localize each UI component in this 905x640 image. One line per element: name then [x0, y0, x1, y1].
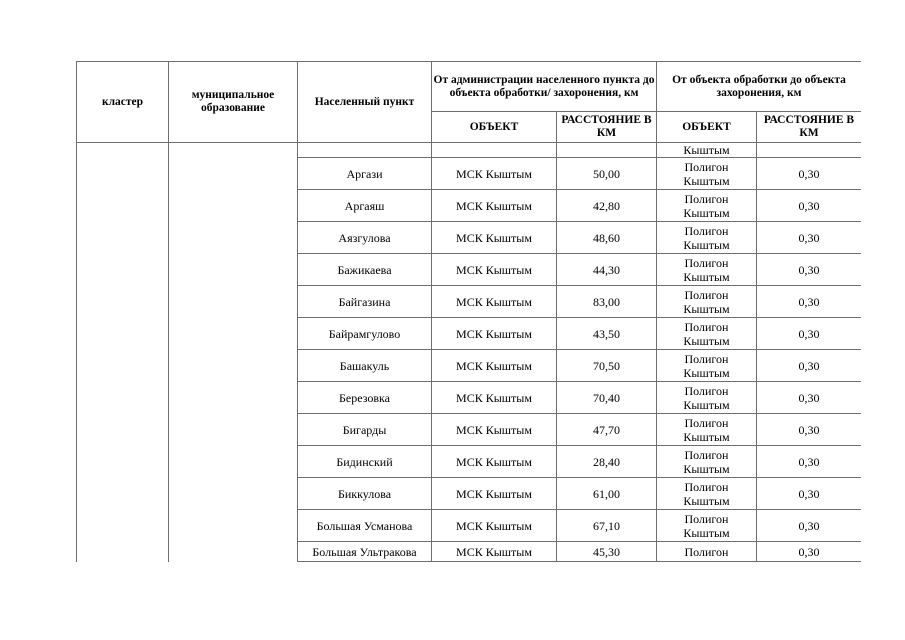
- object2-line-1: Полигон: [684, 447, 729, 462]
- object2-cell: [657, 382, 757, 414]
- header-municipality: муниципальное образование: [169, 62, 298, 143]
- distance-cell: 70,40: [557, 382, 657, 414]
- object2-cell: [657, 190, 757, 222]
- distance2-cell: 0,30: [757, 478, 862, 510]
- object2-cell: Полигон: [657, 542, 757, 562]
- object-cell: МСК Кыштым: [432, 222, 557, 254]
- object2-line-1: Полигон: [684, 511, 729, 526]
- object2-line-2: Кыштым: [683, 173, 730, 188]
- distance2-cell: 0,30: [757, 414, 862, 446]
- object2-line-1: Полигон: [684, 287, 729, 302]
- settlement-cell: Башакуль: [298, 350, 432, 382]
- object2-cell: [657, 318, 757, 350]
- distance2-cell: 0,30: [757, 446, 862, 478]
- object-cell: МСК Кыштым: [432, 190, 557, 222]
- object-cell: МСК Кыштым: [432, 158, 557, 190]
- distance2-cell: 0,30: [757, 542, 862, 562]
- distance-cell: 28,40: [557, 446, 657, 478]
- object2-cell: [657, 254, 757, 286]
- settlement-cell: Байрамгулово: [298, 318, 432, 350]
- distance-cell: 47,70: [557, 414, 657, 446]
- object-cell: МСК Кыштым: [432, 478, 557, 510]
- distance2-cell: 0,30: [757, 222, 862, 254]
- distance2-cell: 0,30: [757, 510, 862, 542]
- header-group-facility-to-landfill: От объекта обработки до объекта захоронения, км: [657, 62, 862, 112]
- header-settlement: Населенный пункт: [298, 62, 432, 143]
- object2-line-2: Кыштым: [683, 429, 730, 444]
- object2-line-1: Полигон: [684, 383, 729, 398]
- object2-cell: [657, 446, 757, 478]
- settlement-cell: Бажикаева: [298, 254, 432, 286]
- settlement-cell: Бидинский: [298, 446, 432, 478]
- settlement-cell: Байгазина: [298, 286, 432, 318]
- header-group-admin-to-facility: От администрации населенного пункта до объекта обработки/ захоронения, км: [432, 62, 657, 112]
- object-cell: [432, 143, 557, 158]
- distance-cell: 70,50: [557, 350, 657, 382]
- object2-line-2: Кыштым: [683, 493, 730, 508]
- header-cluster: кластер: [77, 62, 169, 143]
- object2-line-1: Полигон: [684, 351, 729, 366]
- object2-line-1: Полигон: [684, 319, 729, 334]
- settlement-cell: Большая Усманова: [298, 510, 432, 542]
- distance2-cell: 0,30: [757, 190, 862, 222]
- object2-line-1: Полигон: [684, 415, 729, 430]
- object-cell: МСК Кыштым: [432, 382, 557, 414]
- distance2-cell: 0,30: [757, 158, 862, 190]
- object-cell: МСК Кыштым: [432, 510, 557, 542]
- table-row: [77, 143, 862, 158]
- object2-line-1: Полигон: [684, 479, 729, 494]
- cluster-cell: [77, 143, 169, 562]
- object2-line-2: Кыштым: [683, 301, 730, 316]
- distance2-cell: 0,30: [757, 382, 862, 414]
- object2-cell: [657, 478, 757, 510]
- object2-cell: [657, 222, 757, 254]
- object2-line-1: Полигон: [684, 223, 729, 238]
- distance2-cell: 0,30: [757, 254, 862, 286]
- object2-line-2: Кыштым: [683, 365, 730, 380]
- object2-line-2: Кыштым: [683, 333, 730, 348]
- object2-line-2: Кыштым: [683, 525, 730, 540]
- object-cell: МСК Кыштым: [432, 446, 557, 478]
- object2-line-2: Кыштым: [683, 397, 730, 412]
- header-object: ОБЪЕКТ: [432, 112, 557, 143]
- settlement-cell: Большая Ультракова: [298, 542, 432, 562]
- object-cell: МСК Кыштым: [432, 254, 557, 286]
- object-cell: МСК Кыштым: [432, 286, 557, 318]
- distance2-cell: 0,30: [757, 350, 862, 382]
- settlement-cell: Аргаяш: [298, 190, 432, 222]
- object-cell: МСК Кыштым: [432, 414, 557, 446]
- object2-line-1: Полигон: [684, 191, 729, 206]
- document-page: [76, 61, 861, 570]
- distance-table: [76, 61, 861, 562]
- distance-cell: 83,00: [557, 286, 657, 318]
- object2-line-1: Полигон: [684, 159, 729, 174]
- header-distance: РАССТОЯНИЕ В КМ: [557, 112, 657, 143]
- distance-cell: [557, 143, 657, 158]
- object2-cell: [657, 510, 757, 542]
- distance2-cell: 0,30: [757, 286, 862, 318]
- distance-cell: 50,00: [557, 158, 657, 190]
- municipality-cell: [169, 143, 298, 562]
- distance-cell: 42,80: [557, 190, 657, 222]
- object2-cell: [657, 286, 757, 318]
- settlement-cell: Березовка: [298, 382, 432, 414]
- distance-cell: 48,60: [557, 222, 657, 254]
- object2-cell: [657, 158, 757, 190]
- object2-cell: [657, 350, 757, 382]
- object2-line-2: Кыштым: [683, 205, 730, 220]
- header-distance-2: РАССТОЯНИЕ В КМ: [757, 112, 862, 143]
- object2-cell: Кыштым: [657, 143, 757, 158]
- object-cell: МСК Кыштым: [432, 350, 557, 382]
- settlement-cell: Биккулова: [298, 478, 432, 510]
- object2-line-2: Кыштым: [683, 237, 730, 252]
- object2-cell: [657, 414, 757, 446]
- settlement-cell: Бигарды: [298, 414, 432, 446]
- distance-cell: 61,00: [557, 478, 657, 510]
- distance-cell: 45,30: [557, 542, 657, 562]
- distance-cell: 44,30: [557, 254, 657, 286]
- object2-line-1: Полигон: [684, 255, 729, 270]
- object2-line-2: Кыштым: [683, 461, 730, 476]
- header-row-1: [77, 62, 862, 112]
- object-cell: МСК Кыштым: [432, 318, 557, 350]
- distance2-cell: 0,30: [757, 318, 862, 350]
- distance-cell: 67,10: [557, 510, 657, 542]
- settlement-cell: Аязгулова: [298, 222, 432, 254]
- object-cell: МСК Кыштым: [432, 542, 557, 562]
- settlement-cell: Аргази: [298, 158, 432, 190]
- header-object-2: ОБЪЕКТ: [657, 112, 757, 143]
- object2-line-2: Кыштым: [683, 269, 730, 284]
- distance-cell: 43,50: [557, 318, 657, 350]
- distance2-cell: [757, 143, 862, 158]
- settlement-cell: [298, 143, 432, 158]
